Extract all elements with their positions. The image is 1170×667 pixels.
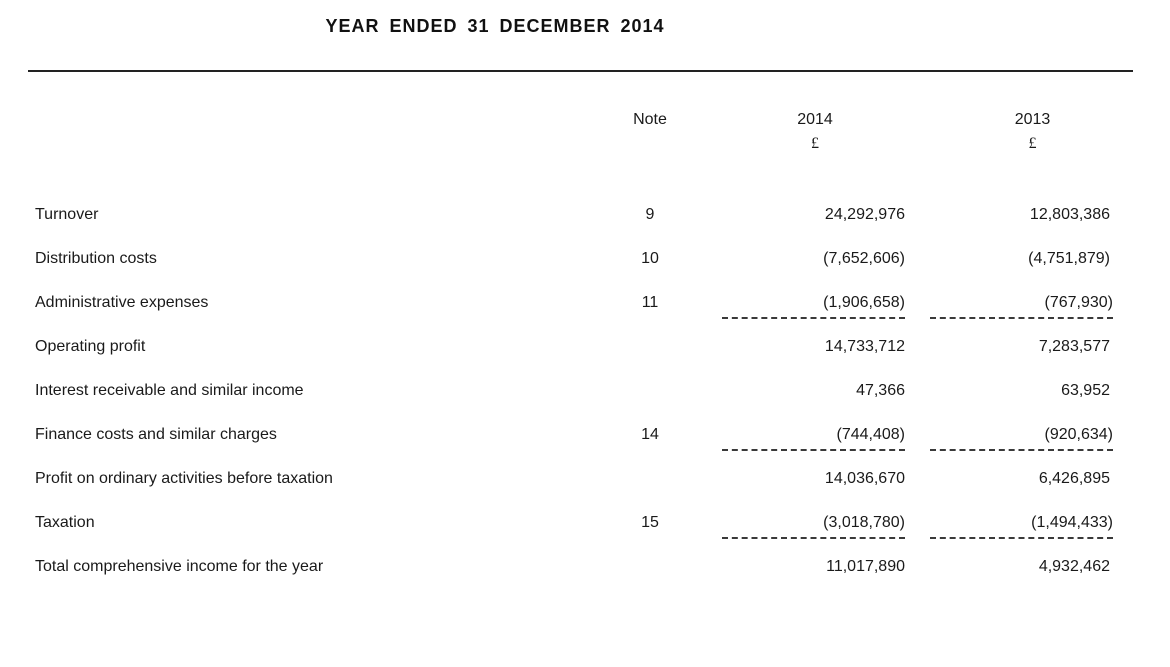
- row-note: 11: [641, 294, 659, 311]
- row-label: Profit on ordinary activities before taxation: [35, 470, 333, 487]
- column-header-2014: [700, 108, 930, 156]
- value-text: 24,292,976: [824, 206, 905, 223]
- row-note: 15: [641, 514, 659, 531]
- column-header-note: Note: [633, 111, 667, 128]
- year-2013-label: 2013: [1014, 111, 1051, 128]
- table-row: [35, 338, 1135, 382]
- table-row: [35, 558, 1135, 602]
- row-note: 10: [641, 250, 659, 267]
- value-text: 4,932,462: [1038, 558, 1110, 575]
- page-title: YEAR ENDED 31 DECEMBER 2014: [325, 16, 665, 36]
- row-value-2013: [930, 294, 1135, 319]
- value-text: 63,952: [1061, 382, 1110, 399]
- dashed-underline-value: (1,494,433): [930, 514, 1113, 539]
- year-2014-label: 2014: [797, 111, 833, 128]
- table-row: [35, 206, 1135, 250]
- column-header-2013: [930, 108, 1135, 156]
- row-value-2014: [700, 382, 930, 400]
- row-note: 14: [641, 426, 659, 443]
- table-body: [35, 206, 1135, 602]
- row-value-2013: [930, 470, 1135, 488]
- dashed-underline-value: (3,018,780): [722, 514, 905, 539]
- dashed-underline-value: (920,634): [930, 426, 1113, 451]
- table-row: [35, 514, 1135, 558]
- currency-symbol-2013: £: [1028, 135, 1037, 152]
- title-divider: [28, 70, 1133, 72]
- value-text: (7,652,606): [823, 250, 905, 267]
- value-text: 14,036,670: [824, 470, 905, 487]
- row-value-2013: [930, 514, 1135, 539]
- row-value-2014: [700, 294, 930, 319]
- value-text: 14,733,712: [824, 338, 905, 355]
- dashed-underline-value: (767,930): [930, 294, 1113, 319]
- dashed-underline-value: (744,408): [722, 426, 905, 451]
- table-row: [35, 426, 1135, 470]
- row-label: Total comprehensive income for the year: [35, 558, 324, 575]
- value-text: (4,751,879): [1028, 250, 1110, 267]
- row-value-2013: [930, 382, 1135, 400]
- row-value-2014: [700, 426, 930, 451]
- value-text: 11,017,890: [826, 558, 905, 575]
- table-row: [35, 294, 1135, 338]
- row-label: Interest receivable and similar income: [35, 382, 304, 399]
- income-statement-table: [35, 108, 1135, 602]
- row-label: Operating profit: [35, 338, 146, 355]
- row-note: 9: [645, 206, 655, 223]
- row-value-2013: [930, 250, 1135, 268]
- table-header-row: [35, 108, 1135, 164]
- table-row: [35, 470, 1135, 514]
- row-label: Distribution costs: [35, 250, 157, 267]
- row-value-2013: [930, 206, 1135, 224]
- row-value-2013: [930, 558, 1135, 576]
- dashed-underline-value: (1,906,658): [722, 294, 905, 319]
- row-value-2014: [700, 250, 930, 268]
- row-value-2014: [700, 558, 930, 576]
- row-value-2014: [700, 470, 930, 488]
- row-label: Turnover: [35, 206, 99, 223]
- row-label: Administrative expenses: [35, 294, 209, 311]
- table-row: [35, 250, 1135, 294]
- row-value-2014: [700, 338, 930, 356]
- value-text: 47,366: [856, 382, 905, 399]
- row-value-2013: [930, 338, 1135, 356]
- row-value-2014: [700, 206, 930, 224]
- value-text: 7,283,577: [1038, 338, 1110, 355]
- table-row: [35, 382, 1135, 426]
- row-value-2014: [700, 514, 930, 539]
- row-label: Finance costs and similar charges: [35, 426, 277, 443]
- value-text: 12,803,386: [1029, 206, 1110, 223]
- value-text: 6,426,895: [1038, 470, 1110, 487]
- row-label: Taxation: [35, 514, 95, 531]
- currency-symbol-2014: £: [811, 135, 819, 152]
- row-value-2013: [930, 426, 1135, 451]
